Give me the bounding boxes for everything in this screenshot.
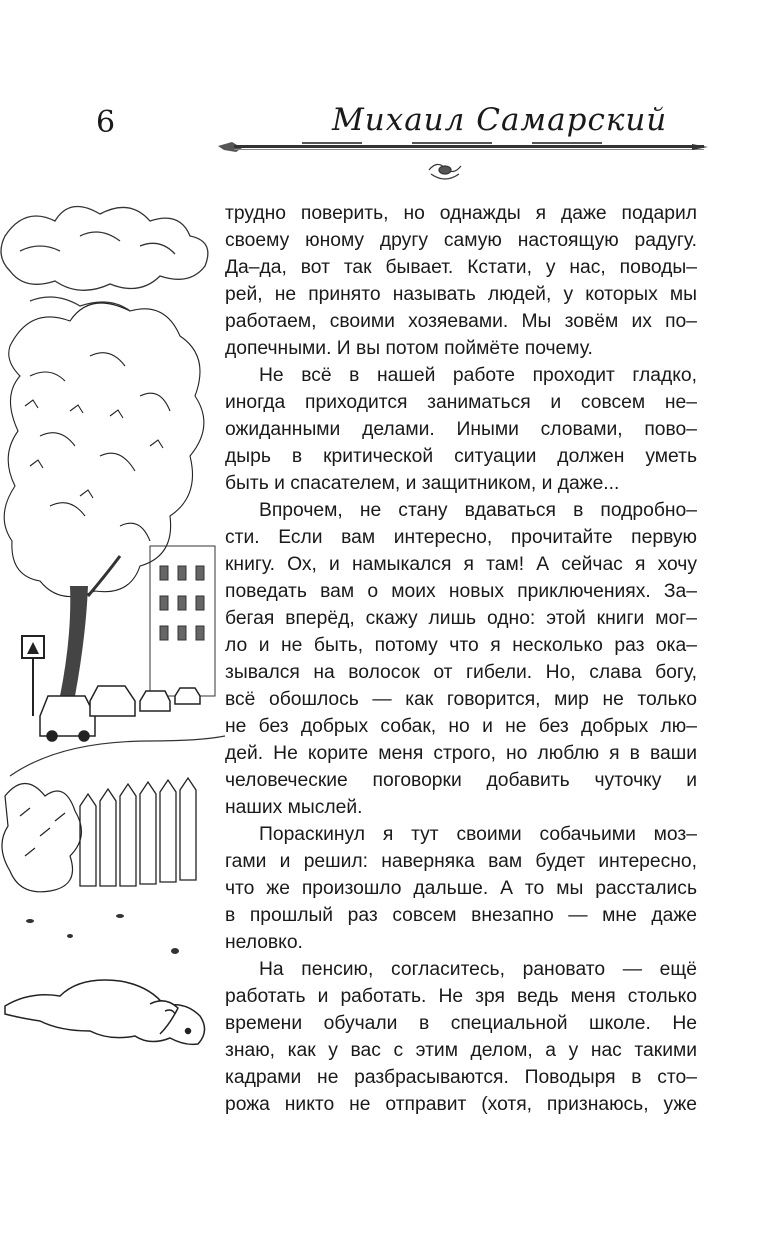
text-line: кадрами не разбрасываются. Поводыря в сто– <box>225 1067 697 1088</box>
text-line: иногда приходится заниматься и совсем не– <box>225 392 697 413</box>
text-line: работать и работать. Не зря ведь меня столько <box>225 986 697 1007</box>
text-line: времени обучали в специальной школе. Не <box>225 1013 697 1034</box>
text-line: ло и не быть, потому что я несколько раз ока– <box>225 635 697 656</box>
text-line: своему юному другу самую настоящую радугу. <box>225 230 697 251</box>
text-line: неловко. <box>225 932 303 953</box>
text-line: не без добрых собак, но и не без добрых лю– <box>225 716 697 737</box>
header-ornament <box>212 136 712 186</box>
text-line: рожа никто не отправит (хотя, признаюсь, уже <box>225 1094 697 1115</box>
text-line: дырь в критической ситуации должен уметь <box>225 446 697 467</box>
text-line: быть и спасателем, и защитником, и даже... <box>225 473 620 494</box>
text-line: ожиданными делами. Иными словами, пово– <box>225 419 697 440</box>
text-line: всё обошлось — как говорится, мир не только <box>225 689 697 710</box>
text-line: рей, не принято называть людей, у которых мы <box>225 284 697 305</box>
text-line: книгу. Ох, и намыкался я там! А сейчас я хочу <box>225 554 697 575</box>
text-line: трудно поверить, но однажды я даже подарил <box>225 203 697 224</box>
text-line: знаю, как у вас с этим делом, а у нас такими <box>225 1040 697 1061</box>
text-line: что же произошло дальше. А то мы расстались <box>225 878 697 899</box>
text-line: На пенсию, согласитесь, рановато — ещё <box>259 959 697 980</box>
body-text <box>225 200 697 1118</box>
text-line: гами и решил: наверняка вам будет интересно, <box>225 851 697 872</box>
dog-under-tree-illustration <box>0 196 225 1046</box>
text-line: зывался на волосок от гибели. Но, слава богу, <box>225 662 697 683</box>
text-line: поведать вам о моих новых приключениях. За– <box>225 581 697 602</box>
text-line: допечными. И вы потом поймёте почему. <box>225 338 593 359</box>
text-line: сти. Если вам интересно, прочитайте первую <box>225 527 697 548</box>
text-line: Впрочем, не стану вдаваться в подробно– <box>259 500 697 521</box>
text-line: в прошлый раз совсем внезапно — мне даже <box>225 905 697 926</box>
text-line: дей. Не корите меня строго, но люблю я в ваши <box>225 743 697 764</box>
page-number: 6 <box>96 105 116 140</box>
text-line: человеческие поговорки добавить чуточку и <box>225 770 697 791</box>
text-line: Не всё в нашей работе проходит гладко, <box>259 365 697 386</box>
running-header-author: Михаил Самарский <box>332 102 668 138</box>
text-line: наших мыслей. <box>225 797 363 818</box>
text-line: Пораскинул я тут своими собачьими моз– <box>259 824 697 845</box>
text-line: бегая вперёд, скажу лишь одно: этой книги мог– <box>225 608 697 629</box>
text-line: работаем, своими хозяевами. Мы зовём их по– <box>225 311 697 332</box>
text-line: Да–да, вот так бывает. Кстати, у нас, поводы– <box>225 257 697 278</box>
